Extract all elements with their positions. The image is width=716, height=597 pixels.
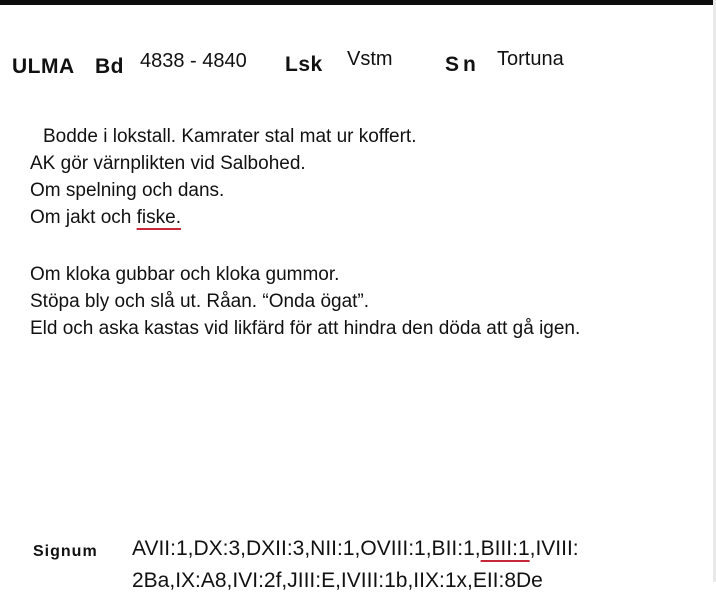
lsk-value: Vstm <box>347 48 393 70</box>
signum-value-part: ,IVIII: 2Ba,IX:A8,IVI:2f,JIII:E,IVIII:1b,IIX:1x,EII:8De <box>132 537 579 592</box>
sn-value: Tortuna <box>497 48 564 70</box>
body-line: Stöpa bly och slå ut. Råan. “Onda ögat”. <box>30 291 370 312</box>
body-line: Om kloka gubbar och kloka gummor. <box>30 264 340 285</box>
sn-label: Sn <box>445 53 480 76</box>
card-body <box>30 123 710 342</box>
signum-underlined-code: BIII:1 <box>480 537 530 560</box>
body-line: Eld och aska kastas vid likfärd för att hindra den döda att gå igen. <box>30 318 581 339</box>
bd-value: 4838 - 4840 <box>140 50 247 72</box>
underlined-word: fiske. <box>136 207 182 228</box>
lsk-label: Lsk <box>285 53 323 76</box>
signum-value <box>132 533 716 597</box>
ulma-label: ULMA <box>12 55 75 78</box>
signum-value-part: AVII:1,DX:3,DXII:3,NII:1,OVIII:1,BII:1, <box>132 537 481 560</box>
body-line <box>30 204 710 231</box>
paragraph-gap <box>30 231 710 261</box>
bd-label: Bd <box>95 55 124 78</box>
archive-card <box>0 5 713 592</box>
body-line: AK gör värnplikten vid Salbohed. <box>30 153 306 174</box>
body-line: Bodde i lokstall. Kamrater stal mat ur koffert. <box>43 126 417 147</box>
body-line-text: Om jakt och <box>30 207 137 228</box>
body-line: Om spelning och dans. <box>30 180 225 201</box>
signum-label: Signum <box>33 543 98 560</box>
